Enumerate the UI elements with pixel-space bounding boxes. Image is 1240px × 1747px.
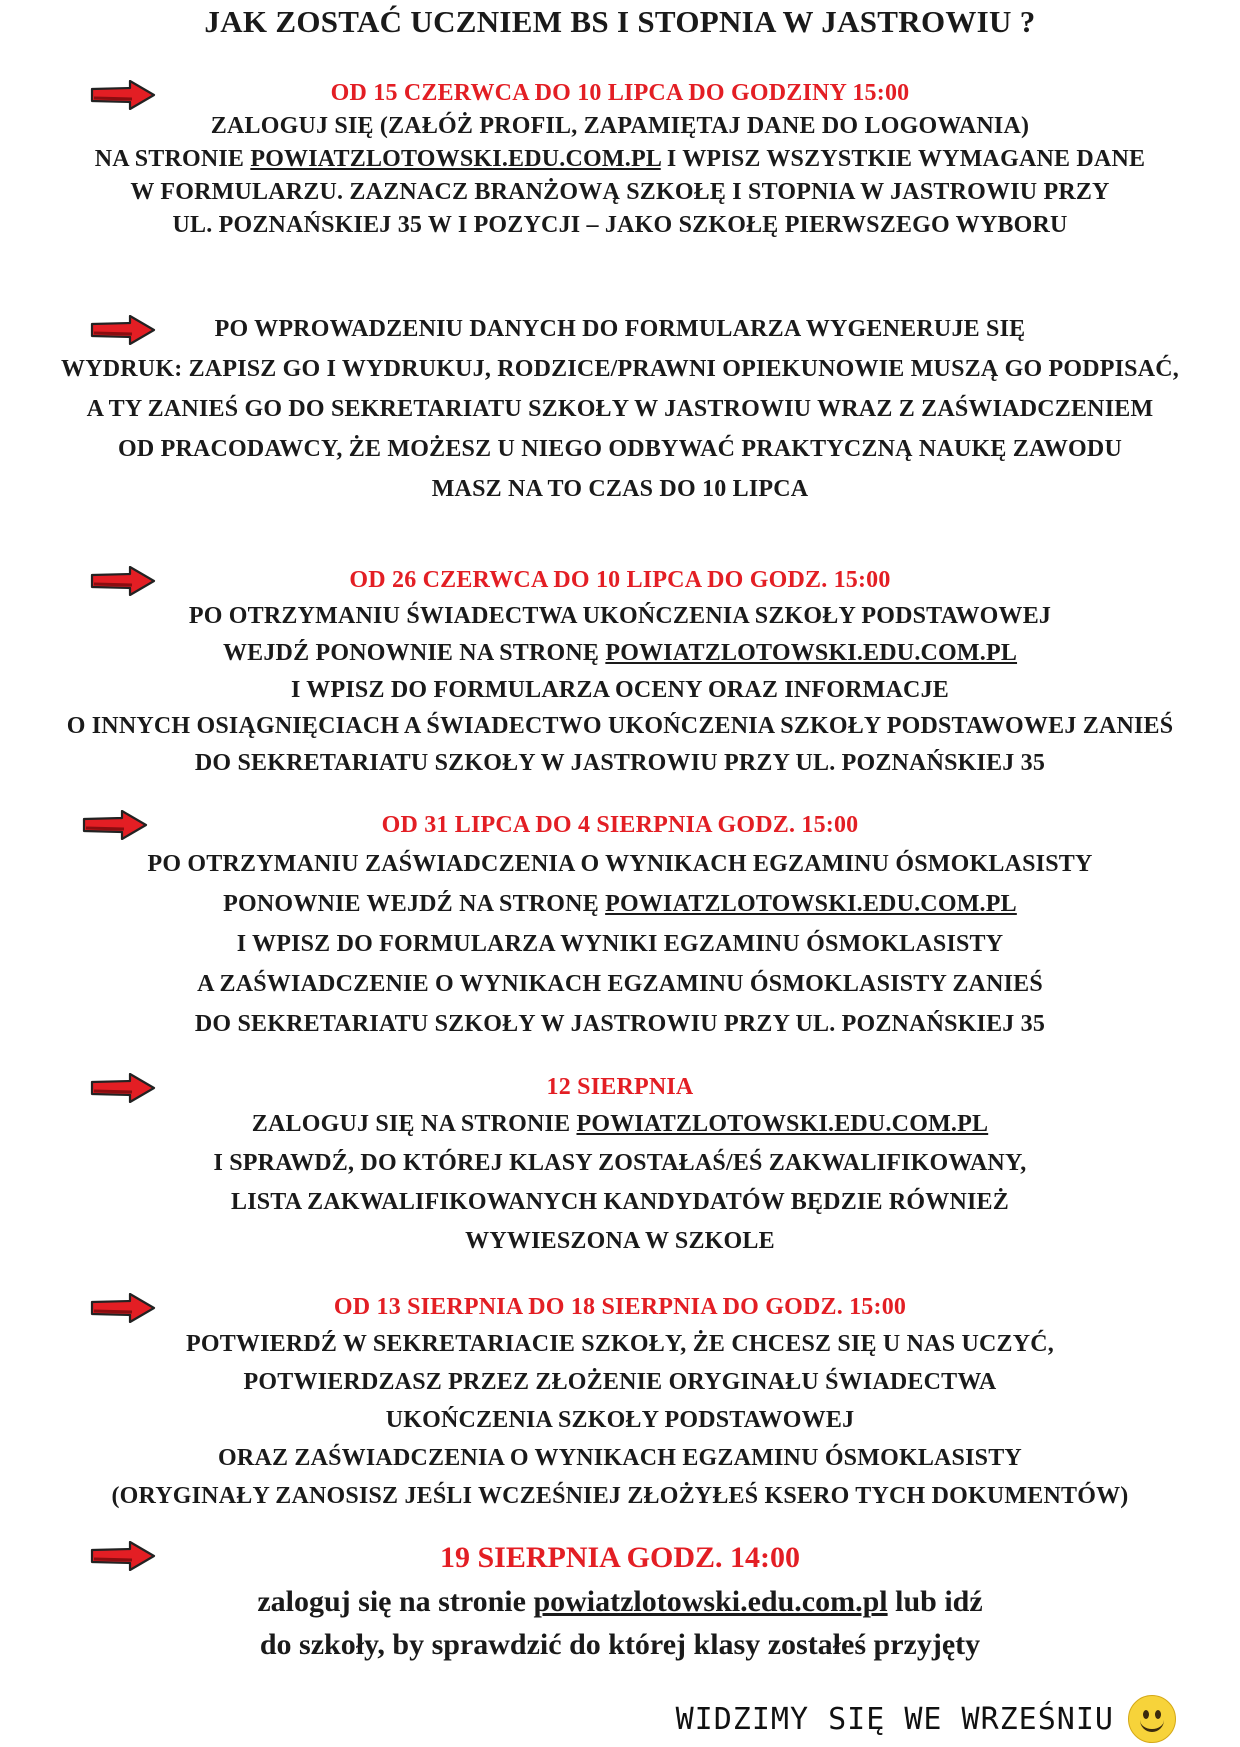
section-6-line-2: POTWIERDZASZ PRZEZ ZŁOŻENIE ORYGINAŁU ŚWIADECTWA xyxy=(243,1369,997,1395)
section-1-line-3: W FORMULARZU. ZAZNACZ BRANŻOWĄ SZKOŁĘ I STOPNIA W JASTROWIU PRZY xyxy=(130,179,1110,205)
section-3-line-4: O INNYCH OSIĄGNIĘCIACH A ŚWIADECTWO UKOŃCZENIA SZKOŁY PODSTAWOWEJ ZANIEŚ xyxy=(66,713,1174,739)
section-1-line-2: NA STRONIE POWIATZLOTOWSKI.EDU.COM.PL I WPISZ WSZYSTKIE WYMAGANE DANE xyxy=(94,146,1146,172)
footer xyxy=(676,1695,1176,1743)
section-4-line-5: DO SEKRETARIATU SZKOŁY W JASTROWIU PRZY UL. POZNAŃSKIEJ 35 xyxy=(194,1011,1046,1037)
section-5-line-1: ZALOGUJ SIĘ NA STRONIE POWIATZLOTOWSKI.EDU.COM.PL xyxy=(251,1111,989,1137)
footer-text: WIDZIMY SIĘ WE WRZEŚNIU xyxy=(675,1701,1114,1737)
website-link[interactable]: POWIATZLOTOWSKI.EDU.COM.PL xyxy=(605,640,1018,666)
section-4-line-3: I WPISZ DO FORMULARZA WYNIKI EGZAMINU ÓSMOKLASISTY xyxy=(236,931,1004,957)
section-2-line-4: OD PRACODAWCY, ŻE MOŻESZ U NIEGO ODBYWAĆ PRAKTYCZNĄ NAUKĘ ZAWODU xyxy=(117,436,1122,462)
section-2-line-3: A TY ZANIEŚ GO DO SEKRETARIATU SZKOŁY W JASTROWIU WRAZ Z ZAŚWIADCZENIEM xyxy=(86,396,1154,422)
section-2-line-5: MASZ NA TO CZAS DO 10 LIPCA xyxy=(431,476,809,502)
section-5-heading: 12 SIERPNIA xyxy=(546,1074,694,1100)
section-7-line-1: zaloguj się na stronie powiatzlotowski.edu.com.pl lub idź xyxy=(257,1585,983,1618)
section-2-line-2: WYDRUK: ZAPISZ GO I WYDRUKUJ, RODZICE/PRAWNI OPIEKUNOWIE MUSZĄ GO PODPISAĆ, xyxy=(61,356,1179,382)
section-3-heading: OD 26 CZERWCA DO 10 LIPCA DO GODZ. 15:00 xyxy=(349,567,891,593)
section-5-line-3: LISTA ZAKWALIFIKOWANYCH KANDYDATÓW BĘDZIE RÓWNIEŻ xyxy=(231,1189,1009,1215)
website-link[interactable]: POWIATZLOTOWSKI.EDU.COM.PL xyxy=(250,146,661,172)
section-3-line-2: WEJDŹ PONOWNIE NA STRONĘ POWIATZLOTOWSKI.EDU.COM.PL xyxy=(222,640,1018,666)
section-5-line-4: WYWIESZONA W SZKOLE xyxy=(465,1228,775,1254)
section-5-line-2: I SPRAWDŹ, DO KTÓREJ KLASY ZOSTAŁAŚ/EŚ ZAKWALIFIKOWANY, xyxy=(213,1150,1027,1176)
website-link[interactable]: POWIATZLOTOWSKI.EDU.COM.PL xyxy=(605,891,1017,917)
website-link[interactable]: powiatzlotowski.edu.com.pl xyxy=(533,1585,888,1618)
section-2-line-1: PO WPROWADZENIU DANYCH DO FORMULARZA WYGENERUJE SIĘ xyxy=(214,316,1026,342)
section-4-heading: OD 31 LIPCA DO 4 SIERPNIA GODZ. 15:00 xyxy=(381,812,859,838)
website-link[interactable]: POWIATZLOTOWSKI.EDU.COM.PL xyxy=(576,1111,989,1137)
page-title: JAK ZOSTAĆ UCZNIEM BS I STOPNIA W JASTROWIU ? xyxy=(204,4,1036,39)
smiley-icon xyxy=(1128,1695,1176,1743)
section-4-line-2: PONOWNIE WEJDŹ NA STRONĘ POWIATZLOTOWSKI.EDU.COM.PL xyxy=(223,891,1017,917)
section-1-line-4: UL. POZNAŃSKIEJ 35 W I POZYCJI – JAKO SZKOŁĘ PIERWSZEGO WYBORU xyxy=(172,212,1068,238)
section-6-line-4: ORAZ ZAŚWIADCZENIA O WYNIKACH EGZAMINU ÓSMOKLASISTY xyxy=(218,1445,1022,1471)
section-7-heading: 19 SIERPNIA GODZ. 14:00 xyxy=(439,1541,801,1574)
section-3-line-1: PO OTRZYMANIU ŚWIADECTWA UKOŃCZENIA SZKOŁY PODSTAWOWEJ xyxy=(188,603,1052,629)
section-1-line-1: ZALOGUJ SIĘ (ZAŁÓŻ PROFIL, ZAPAMIĘTAJ DANE DO LOGOWANIA) xyxy=(210,113,1030,139)
section-1-heading: OD 15 CZERWCA DO 10 LIPCA DO GODZINY 15:00 xyxy=(330,80,910,106)
section-3-line-3: I WPISZ DO FORMULARZA OCENY ORAZ INFORMACJE xyxy=(291,677,949,703)
section-6-line-3: UKOŃCZENIA SZKOŁY PODSTAWOWEJ xyxy=(385,1407,855,1433)
section-7-line-2: do szkoły, by sprawdzić do której klasy zostałeś przyjęty xyxy=(259,1628,981,1661)
section-6-line-1: POTWIERDŹ W SEKRETARIACIE SZKOŁY, ŻE CHCESZ SIĘ U NAS UCZYĆ, xyxy=(185,1331,1054,1357)
section-6-heading: OD 13 SIERPNIA DO 18 SIERPNIA DO GODZ. 15:00 xyxy=(333,1294,907,1320)
section-6-line-5: (ORYGINAŁY ZANOSISZ JEŚLI WCZEŚNIEJ ZŁOŻYŁEŚ KSERO TYCH DOKUMENTÓW) xyxy=(111,1483,1129,1509)
section-3-line-5: DO SEKRETARIATU SZKOŁY W JASTROWIU PRZY UL. POZNAŃSKIEJ 35 xyxy=(194,750,1046,776)
section-4-line-4: A ZAŚWIADCZENIE O WYNIKACH EGZAMINU ÓSMOKLASISTY ZANIEŚ xyxy=(197,971,1043,997)
section-4-line-1: PO OTRZYMANIU ZAŚWIADCZENIA O WYNIKACH EGZAMINU ÓSMOKLASISTY xyxy=(147,851,1093,877)
